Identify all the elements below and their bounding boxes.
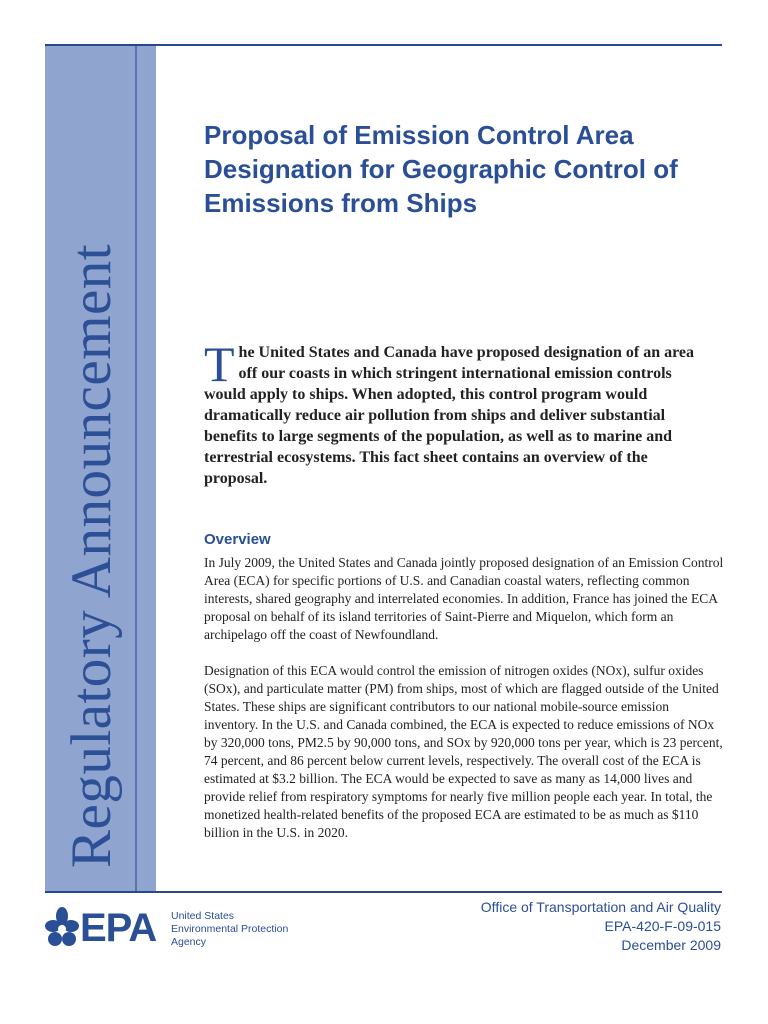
overview-paragraph-1: In July 2009, the United States and Canada jointly proposed designation of an Emission Control Area (ECA) for specific portions of U.S. and Canadian coastal waters, reflecting common interests, shared geography and interrelated economies. In addition, France has joined the ECA proposal on behalf of its island territories of Saint-Pierre and Miquelon, which form an archipelago off the coast of Newfoundland. — [204, 555, 724, 642]
agency-line-2: Environmental Protection — [171, 923, 289, 935]
epa-flower-icon — [45, 906, 79, 950]
document-number: EPA-420-F-09-015 — [604, 918, 721, 934]
agency-line-3: Agency — [171, 936, 207, 948]
office-block — [481, 898, 721, 955]
sidebar-vertical-title: Regulatory Announcement — [60, 243, 123, 868]
lead-paragraph — [204, 336, 710, 489]
office-name: Office of Transportation and Air Quality — [480, 899, 721, 915]
agency-line-1: United States — [171, 910, 235, 922]
page-title: Proposal of Emission Control Area Designation for Geographic Control of Emissions from Ships — [204, 120, 678, 218]
lead-text: he United States and Canada have proposed designation of an area off our coasts in which stringent international emission controls would apply to ships. When adopted, this control program would dramatically reduce air pollution from ships and deliver substantial benefits to large segments of the population, as well as to marine and terrestrial ecosystems. This fact sheet contains an overview of the proposal. — [204, 344, 695, 487]
publication-date: December 2009 — [621, 937, 721, 953]
drop-cap: T — [204, 336, 235, 392]
sidebar-accent-line — [135, 46, 137, 891]
bottom-divider — [45, 891, 722, 893]
epa-wordmark: EPA — [80, 906, 157, 950]
epa-logo — [45, 906, 325, 952]
overview-paragraph-2: Designation of this ECA would control the emission of nitrogen oxides (NOx), sulfur oxides (SOx), and particulate matter (PM) from ships, most of which are flagged outside of the United States. These ships are significant contributors to our national mobile-source emission inventory. In the U.S. and Canada combined, the ECA is expected to reduce emissions of NOx by 320,000 tons, PM2.5 by 90,000 tons, and SOx by 920,000 tons per year, which is 23 percent, 74 percent, and 86 percent below current levels, respectively. The overall cost of the ECA is estimated at $3.2 billion. The ECA would be expected to save as many as 14,000 lives and provide relief from respiratory symptoms for nearly five million people each year. In total, the monetized health-related benefits of the proposed ECA are estimated to be as much as $110 billion in the U.S. in 2020. — [204, 663, 723, 840]
agency-name — [171, 910, 288, 949]
overview-heading: Overview — [204, 531, 271, 548]
